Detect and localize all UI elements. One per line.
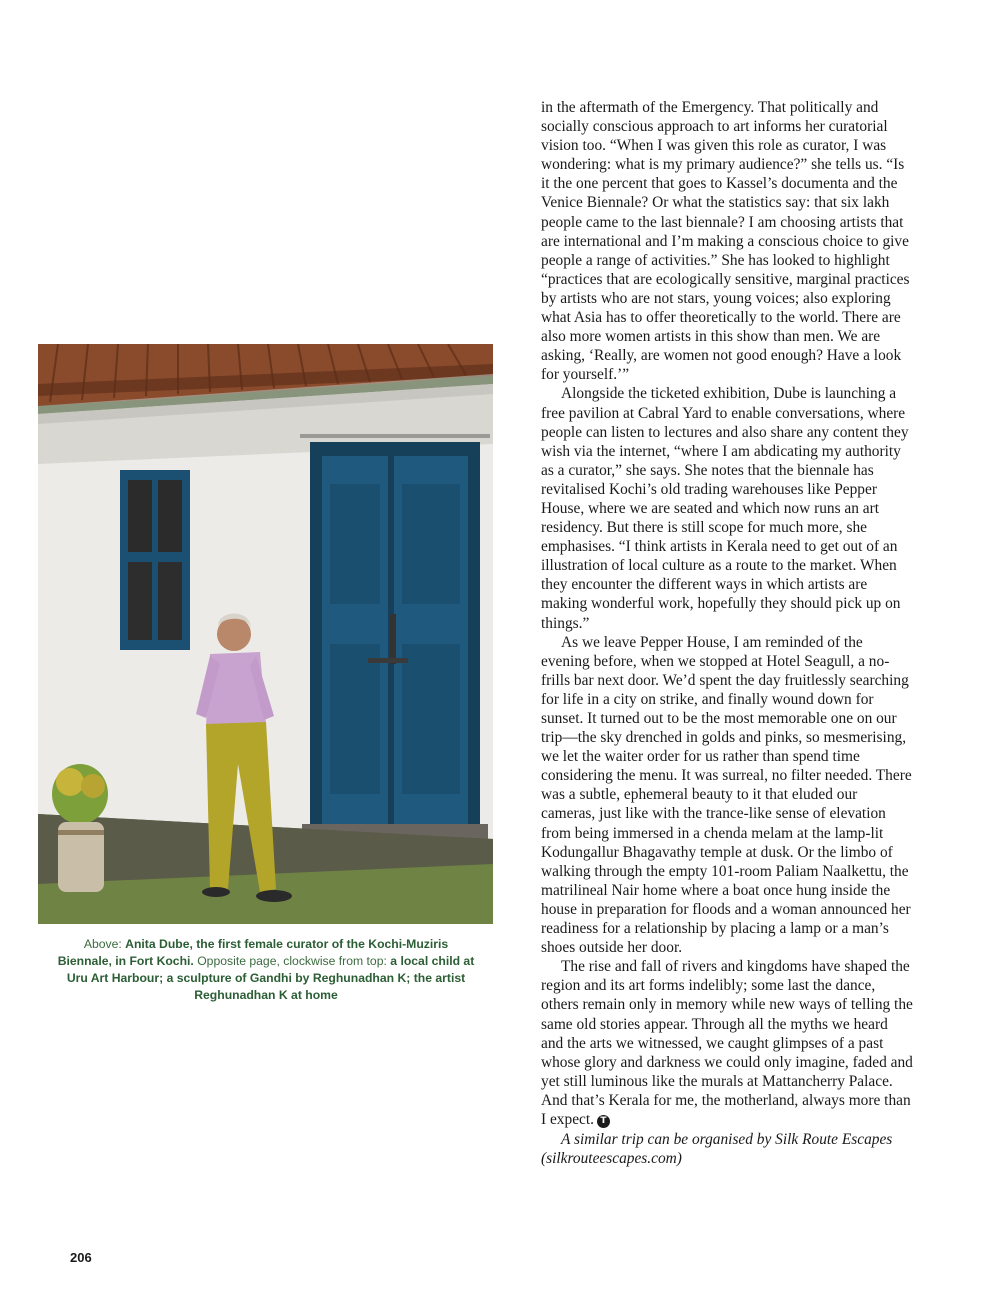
curator-photo [38,344,493,924]
caption-bold-2: a local child at Uru Art Harbour; a sculpture of Gandhi by Reghunadhan K; the artist Reghunadhan K at home [66,954,475,1002]
caption-bold-1: Anita Dube, the first female curator of the Kochi-Muziris Biennale, in Fort Kochi. [57,937,449,968]
caption-label-opposite: Opposite page, clockwise from top: [197,954,387,968]
photo-illustration [38,344,493,924]
photo-caption [56,936,476,1004]
paragraph-1: in the aftermath of the Emergency. That politically and socially conscious approach to art informs her curatorial vision too. “When I was given this role as curator, I was wondering: what is my primary audience?” she tells us. “Is it the one percent that goes to Kassel’s documenta and the Venice Biennale? Or what the statistics say: that six lakh people came to the last biennale? I am choosing artists that are international and I’m making a conscious choice to give people a range of activities.” She has looked to highlight “practices that are ecologically sensitive, marginal practices by artists who are not stars, young voices; also exploring what Asia has to offer theoretically to the world. There are also more women artists in this show than men. We are asking, ‘Really, are women not good enough? Have a look for yourself.’” [541,99,910,384]
page-number: 206 [70,1250,92,1265]
paragraph-3: As we leave Pepper House, I am reminded of the evening before, when we stopped at Hotel Seagull, a no-frills bar next door. We’d spent the day fruitlessly searching for life in a city on strike, and finally wound down for sunset. It turned out to be the most memorable one on our trip—the sky drenched in golds and pinks, so mesmerising, we let the waiter order for us rather than spend time considering the menu. It was surreal, no filter needed. There was a subtle, ephemeral beauty to it that eluded our cameras, just like with the trance-like sense of elevation from being immersed in a chenda melam at the lamp-lit Kodungallur Bhagavathy temple at dusk. Or the limbo of walking through the empty 101-room Paliam Naalkettu, the matrilineal Nair home where a boat once hung inside the house in preparation for floods and a woman announced her readiness for a relationship by placing a lamp or a man’s shoes outside her door. [541,633,912,957]
paragraph-4-wrap [541,957,913,1129]
trip-note: A similar trip can be organised by Silk Route Escapes (silkrouteescapes.com) [541,1131,893,1168]
caption-label-above: Above: [83,937,122,951]
traveller-logo-icon: T [597,1115,610,1128]
article-body [541,98,913,1168]
paragraph-2: Alongside the ticketed exhibition, Dube is launching a free pavilion at Cabral Yard to enable conversations, where people can listen to lectures and also share any content they wish via the internet, “where I am abdicating my authority as a curator,” she says. She notes that the biennale has revitalised Kochi’s old trading warehouses like Pepper House, where we are seated and which now runs an art residency. But there is still scope for much more, she emphasises. “I think artists in Kerala need to get out of an illustration of local culture as a route to the market. When they encounter the different ways in which artists are making wonderful work, hopefully they should pick up on things.” [541,385,909,632]
paragraph-4: The rise and fall of rivers and kingdoms have shaped the region and its art forms indelibly; some last the dance, others remain only in memory while new ways of telling the same old stories appear. Through all the myths we heard and the arts we witnessed, we caught glimpses of a past whose glory and darkness we could only imagine, faded and yet still luminous like the murals at Mattancherry Palace. And that’s Kerala for me, the motherland, always more than I expect. [541,958,913,1128]
